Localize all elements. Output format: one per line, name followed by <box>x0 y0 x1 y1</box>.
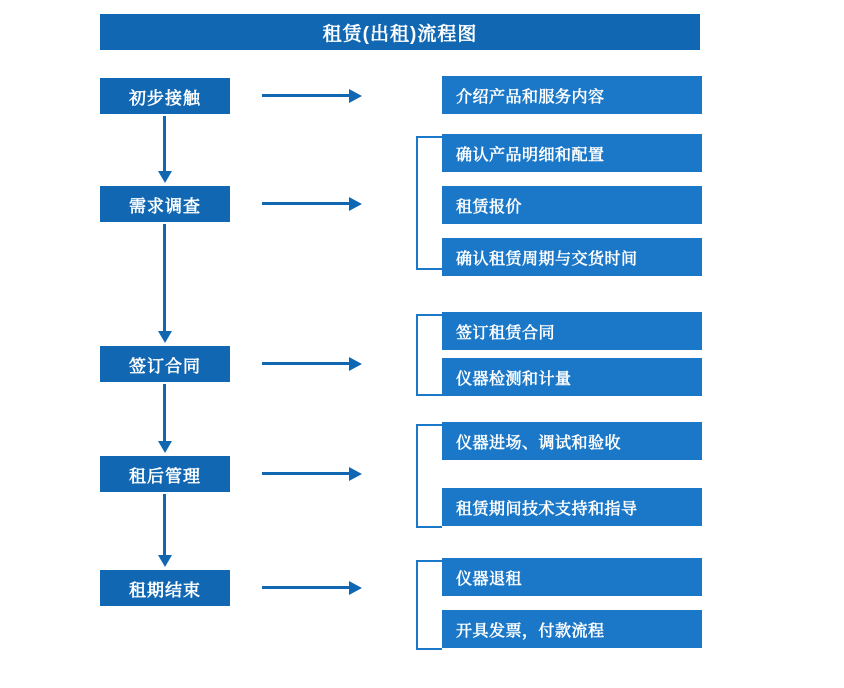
task-box-10[interactable]: 开具发票，付款流程 <box>442 610 702 648</box>
horizontal-arrow-3 <box>262 362 350 365</box>
task-box-4[interactable]: 确认租赁周期与交货时间 <box>442 238 702 276</box>
horizontal-arrow-2 <box>262 202 350 205</box>
chart-title: 租赁(出租)流程图 <box>100 14 700 50</box>
vertical-arrow-1-2 <box>163 116 166 172</box>
group-bracket-3 <box>416 314 442 396</box>
stage-box-1[interactable]: 初步接触 <box>100 78 230 114</box>
stage-box-3[interactable]: 签订合同 <box>100 346 230 382</box>
vertical-arrow-4-5 <box>163 494 166 556</box>
task-box-6[interactable]: 仪器检测和计量 <box>442 358 702 396</box>
task-box-2[interactable]: 确认产品明细和配置 <box>442 134 702 172</box>
horizontal-arrow-5 <box>262 586 350 589</box>
stage-box-4[interactable]: 租后管理 <box>100 456 230 492</box>
group-bracket-5 <box>416 560 442 650</box>
group-bracket-4 <box>416 424 442 528</box>
vertical-arrow-3-4 <box>163 384 166 442</box>
task-box-5[interactable]: 签订租赁合同 <box>442 312 702 350</box>
group-bracket-2 <box>416 136 442 270</box>
task-box-8[interactable]: 租赁期间技术支持和指导 <box>442 488 702 526</box>
task-box-1[interactable]: 介绍产品和服务内容 <box>442 76 702 114</box>
horizontal-arrow-4 <box>262 472 350 475</box>
stage-box-5[interactable]: 租期结束 <box>100 570 230 606</box>
stage-box-2[interactable]: 需求调查 <box>100 186 230 222</box>
horizontal-arrow-1 <box>262 94 350 97</box>
task-box-7[interactable]: 仪器进场、调试和验收 <box>442 422 702 460</box>
task-box-3[interactable]: 租赁报价 <box>442 186 702 224</box>
task-box-9[interactable]: 仪器退租 <box>442 558 702 596</box>
vertical-arrow-2-3 <box>163 224 166 332</box>
